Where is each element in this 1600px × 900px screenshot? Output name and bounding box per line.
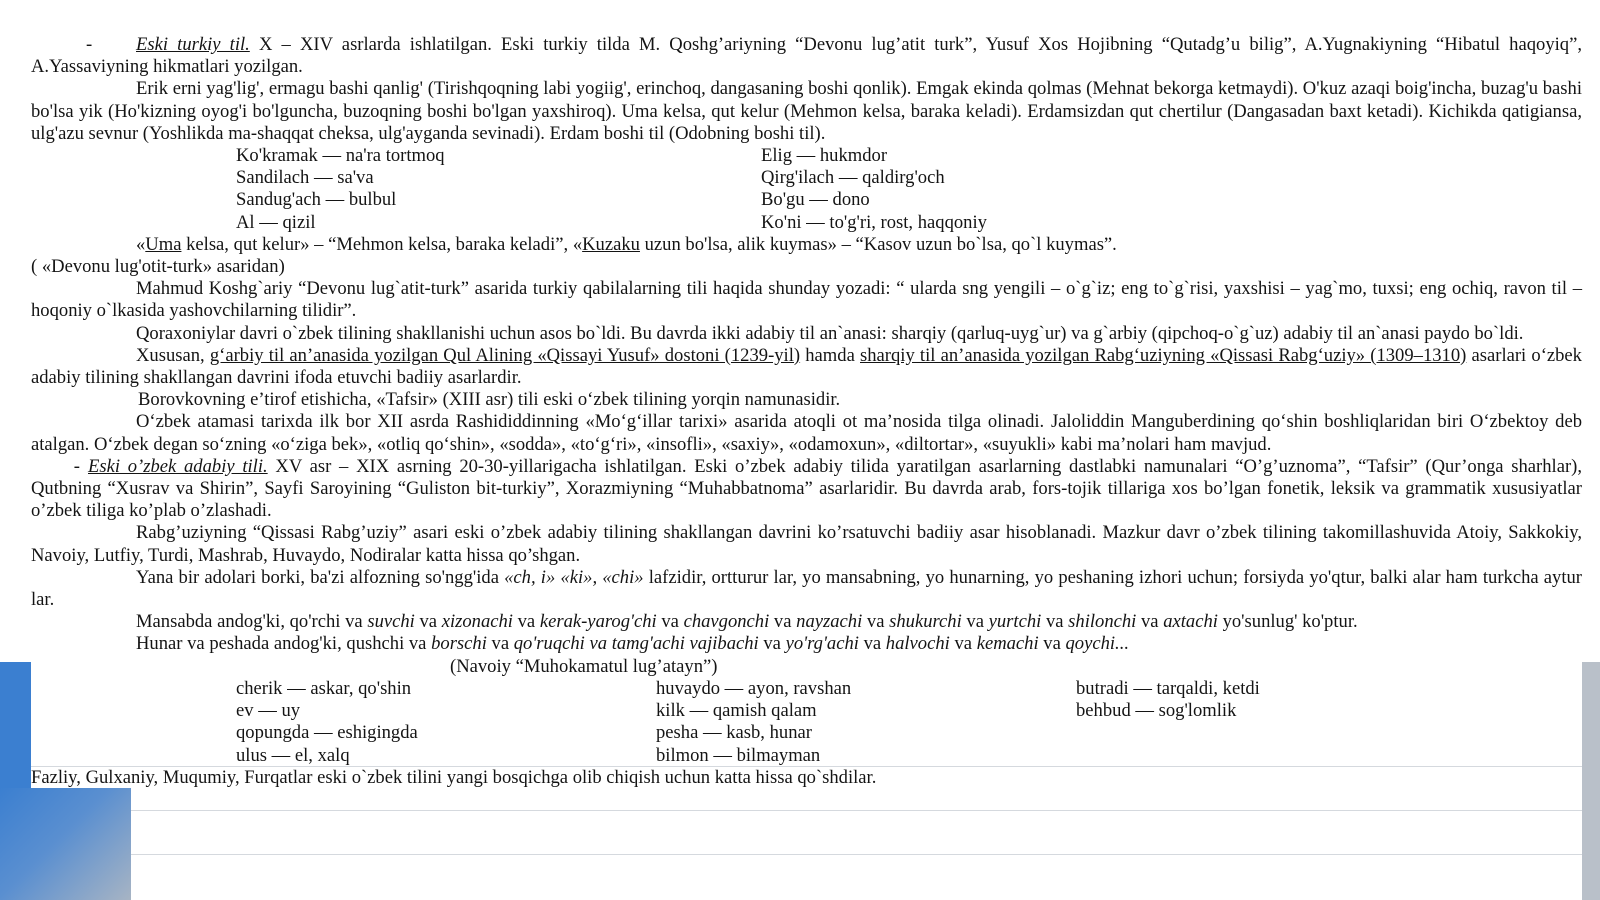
text-run: yo'sunlug' ko'ptur. xyxy=(1217,611,1358,633)
text-run: va xyxy=(1136,611,1164,633)
text-run: kelsa, qut kelur» – “Mehmon kelsa, baraka keladi”, « xyxy=(181,233,583,255)
paragraph-uma-quote xyxy=(31,234,1582,278)
text-run: va xyxy=(858,633,886,655)
glossary-term: Ko'kramak — na'ra tortmoq xyxy=(236,145,445,167)
text-run: va xyxy=(1038,633,1066,655)
divider-line xyxy=(131,810,1582,811)
text-run: va xyxy=(656,611,684,633)
glossary-row xyxy=(31,212,1582,234)
paragraph-proverbs: Erik erni yag'lig', ermagu bashi qanlig' (Tirishqoqning labi yogiig', erinchoq, dangasaning boshi qonlik). Emgak ekinda qolmas (Mehnat bekorga ketmaydi). O'kuz azaqi boig'incha, buzag'u bashi bo'lsa yik (Ho'kizning oyog'i bo'lguncha, buzoqning boshi bo'lgan yaxshiroq). Uma kelsa, qut kelur (Mehmon kelsa, baraka keladi). Erdamsizdan qut chertilur (Dangasadan baxt ketadi). Kichikda qatigiansa, ulg'azu sevnur (Yoshlikda ma-shaqqat cheksa, ulg'ayganda sevinadi). Erdam boshi til (Odobning boshi til). xyxy=(31,78,1582,144)
glossary-term: ulus — el, xalq xyxy=(236,744,350,766)
glossary-term: bilmon — bilmayman xyxy=(656,744,821,766)
glossary-term: Elig — hukmdor xyxy=(761,145,888,167)
text-run: va xyxy=(949,633,977,655)
text-run: va xyxy=(1041,611,1069,633)
glossary-term: behbud — sog'lomlik xyxy=(1076,700,1237,722)
text-run: uzun bo'lsa, alik kuymas» – “Kasov uzun bo`lsa, qo`l kuymas”. xyxy=(639,233,1117,255)
text-run: va xyxy=(414,611,442,633)
glossary-term: huvaydo — ayon, ravshan xyxy=(656,677,852,699)
source-citation xyxy=(31,656,1582,678)
glossary-term: butradi — tarqaldi, ketdi xyxy=(1076,677,1260,699)
glossary-term: ev — uy xyxy=(236,700,301,722)
paragraph-ozbek-atamasi: O‘zbek atamasi tarixda ilk bor XII asrda Rashididdinning «Mo‘g‘illar tarixi» asarida atoqli ot ma’nosida tilga olinadi. Jaloliddin Manguberdining qo‘shin boshliqlaridan biri O‘zbektoy deb atalgan. O‘zbek degan so‘zning «o‘ziga bek», «otliq qo‘shin», «sodda», «to‘g‘ri», «insofli», «saxiy», «odamoxun», «diltortar», «suyukli» kabi ma’nolari ham mavjud. xyxy=(31,411,1582,455)
text-run: va xyxy=(512,611,540,633)
paragraph-borovkov: Borovkovning e’tirof etishicha, «Tafsir» (XIII asr) tili eski o‘zbek tilining yorqin namunasidir. xyxy=(138,389,841,411)
italic-word: yo'rg'achi xyxy=(785,633,859,655)
italic-word: axtachi xyxy=(1163,611,1218,633)
italic-word: shukurchi xyxy=(889,611,962,633)
text-run: va xyxy=(758,633,786,655)
text-run: Xususan, xyxy=(136,344,210,366)
glossary-row xyxy=(31,722,1582,744)
underlined-phrase: sharqiy til an’anasida yozilgan Rabg‘uziyning «Qissasi Rabg‘uziy» (1309–1310) xyxy=(860,344,1467,366)
text-run: Yana bir adolari borki, ba'zi alfozning so'ngg'ida xyxy=(136,566,505,588)
glossary-row xyxy=(31,189,1582,211)
glossary-row xyxy=(31,167,1582,189)
glossary-term: cherik — askar, qo'shin xyxy=(236,677,412,699)
divider-line xyxy=(131,854,1582,855)
text-run: Hunar va peshada andog'ki, qushchi va xyxy=(136,633,432,655)
underlined-phrase: g‘arbiy til an’anasida yozilgan Qul Alining «Qissayi Yusuf» dostoni (1239-yil) xyxy=(209,344,801,366)
glossary-term: kilk — qamish qalam xyxy=(656,700,817,722)
text-run: lafzidir, ortturur lar, yo mansabning, yo hunarning, yo peshaning izhori uchun; forsiyda yo'qtur, balki alar ham turkcha aytur lar. xyxy=(31,566,1582,611)
italic-word: suvchi xyxy=(367,611,415,633)
paragraph-text: X – XIV asrlarda ishlatilgan. Eski turkiy tilda M. Qoshg’ariyning “Devonu lug’atit turk”, Yusuf Xos Hojibning “Qutadg’u bilig”, A.Yugnakiyning “Hibatul haqoyiq”, A.Yassaviyning hikmatlari yozilgan. xyxy=(31,34,1582,78)
italic-word: yurtchi xyxy=(988,611,1042,633)
italic-word: kemachi xyxy=(976,633,1039,655)
glossary-term: Ko'ni — to'g'ri, rost, haqqoniy xyxy=(761,211,987,233)
italic-word: shilonchi xyxy=(1068,611,1137,633)
glossary-table-1 xyxy=(31,145,1582,234)
document-body xyxy=(31,34,1582,789)
paragraph-eski-turkiy-til xyxy=(31,34,1582,78)
source-citation: ( «Devonu lug'otit-turk» asaridan) xyxy=(31,256,285,278)
paragraph-eski-ozbek-adabiy-tili xyxy=(31,456,1582,523)
glossary-term: Sandilach — sa'va xyxy=(236,167,374,189)
term-heading: Eski turkiy til. xyxy=(136,34,250,55)
underlined-word: Uma xyxy=(145,233,182,255)
glossary-table-2 xyxy=(31,678,1582,767)
italic-word: nayzachi xyxy=(796,611,863,633)
list-dash: - xyxy=(86,34,93,55)
glossary-term: Qirg'ilach — qaldirg'och xyxy=(761,167,945,189)
glossary-term xyxy=(1076,722,1582,744)
glossary-term: Bo'gu — dono xyxy=(761,189,870,211)
text-run: « xyxy=(136,233,146,255)
glossary-term: pesha — kasb, hunar xyxy=(656,722,812,744)
paragraph-text: XV asr – XIX asrning 20-30-yillarigacha ishlatilgan. Eski o’zbek adabiy tilida yaratilgan asarlarning dastlabki namunalari “O’g’uznoma”, “Tafsir” (Qur’onga sharhlar), Qutbning “Xusrav va Shirin”, Sayfi Saroyining “Guliston bit-turkiy”, Xorazmiyning “Muhabbatnoma” asarlaridir. Bu davrda arab, fors-tojik tillariga xos bo’lgan fonetik, leksik va grammatik xususiyatlar o’zbek tiliga ko’plab o’zlashadi. xyxy=(31,455,1582,522)
paragraph-rabguziy: Rabg’uziyning “Qissasi Rabg’uziy” asari eski o’zbek adabiy tilining shakllangan davrini ko’rsatuvchi badiiy asar hisoblanadi. Mazkur davr o’zbek tilining takomillashuvida Atoiy, Sakkokiy, Navoiy, Lutfiy, Turdi, Mashrab, Huvaydo, Nodiralar katta hissa qo’shgan. xyxy=(31,522,1582,566)
glossary-term xyxy=(1076,745,1582,767)
glossary-term: Al — qizil xyxy=(236,211,316,233)
paragraph-xususan xyxy=(31,345,1582,389)
italic-word: borschi xyxy=(431,633,487,655)
paragraph-fazliy: Fazliy, Gulxaniy, Muqumiy, Furqatlar eski o`zbek tilini yangi bosqichga olib chiqish uchun katta hissa qo`shdilar. xyxy=(31,766,877,788)
decorative-gray-bar-right xyxy=(1582,662,1600,900)
list-dash xyxy=(31,456,88,478)
term-heading: Eski o’zbek adabiy tili. xyxy=(88,455,268,477)
glossary-term: Sandug'ach — bulbul xyxy=(236,189,397,211)
paragraph-hunar xyxy=(31,633,1582,655)
decorative-blue-block xyxy=(0,788,131,900)
text-run: va xyxy=(769,611,797,633)
paragraph-qoraxoniylar: Qoraxoniylar davri o`zbek tilining shakllanishi uchun asos bo`ldi. Bu davrda ikki adabiy til an`anasi: sharqiy (qarluq-uyg`ur) va g`arbiy (qipchoq-o`g`uz) adabiy til an`anasi paydo bo`ldi. xyxy=(136,322,1524,344)
text-run: asarlari o‘zbek adabiy tilining shakllangan davrini ifoda etuvchi badiiy asarlardir. xyxy=(31,344,1582,389)
italic-word: kerak-yarog'chi xyxy=(539,611,657,633)
glossary-row xyxy=(31,700,1582,722)
italic-word: xizonachi xyxy=(441,611,513,633)
glossary-row xyxy=(31,745,1582,767)
paragraph-mansabda xyxy=(31,611,1582,633)
italic-word: qoychi... xyxy=(1065,633,1130,655)
paragraph-navoiy-suffix xyxy=(31,567,1582,611)
text-run: Mansabda andog'ki, qo'rchi va xyxy=(136,611,368,633)
italic-word: halvochi xyxy=(885,633,950,655)
text-run: va xyxy=(961,611,989,633)
text-run: va xyxy=(862,611,890,633)
italic-phrase: «ch, i» «ki», «chi» xyxy=(504,566,644,588)
dash-glyph: - xyxy=(73,455,80,477)
italic-word: chavgonchi xyxy=(683,611,770,633)
text-run: hamda xyxy=(800,344,860,366)
paragraph-mahmud-koshgariy: Mahmud Koshg`ariy “Devonu lug`atit-turk” asarida turkiy qabilalarning tili haqida shunday yozadi: “ ularda sng yengili – o`g`iz; eng to`g`risi, yaxshisi – yag`mo, tuxsi; eng ochiq, ravon til – hoqoniy o`lkasida yashovchilarning tilidir”. xyxy=(31,278,1582,322)
source-text: (Navoiy “Muhokamatul lug’atayn”) xyxy=(450,655,718,677)
glossary-term: qopungda — eshigingda xyxy=(236,722,418,744)
underlined-word: Kuzaku xyxy=(582,233,640,255)
glossary-row xyxy=(31,145,1582,167)
italic-word: qo'ruqchi va tamg'achi vajibachi xyxy=(513,633,759,655)
glossary-row xyxy=(31,678,1582,700)
text-run: va xyxy=(486,633,514,655)
